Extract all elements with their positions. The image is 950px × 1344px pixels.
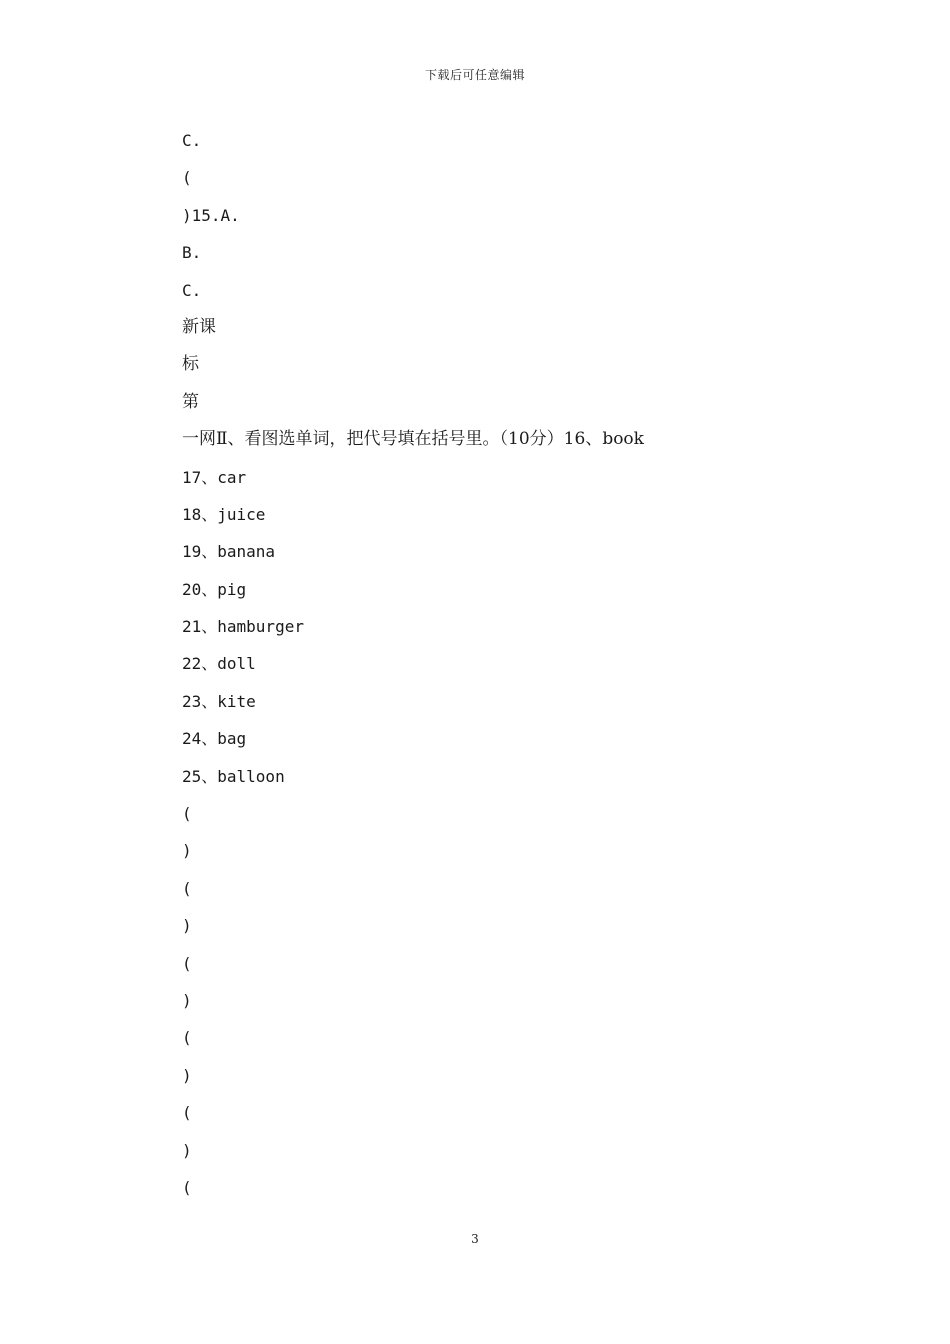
paren-close-line: ) [182,841,192,861]
vocab-item-20: 20、pig [182,579,247,599]
text-fragment-line: 标 [182,354,199,375]
text-fragment-line: 新课 [182,316,216,337]
vocab-item-22: 22、doll [182,654,256,674]
vocab-item-21: 21、hamburger [182,617,304,637]
paren-close-line: ) [182,1140,192,1160]
question-15-line: )15.A. [182,205,240,225]
page-number: 3 [471,1232,479,1246]
vocab-item-17: 17、car [182,467,247,487]
paren-close-line: ) [182,916,192,936]
paren-close-line: ) [182,990,192,1010]
paren-open-line: ( [182,1177,192,1197]
paren-open-line: ( [182,878,192,898]
document-body [182,122,822,1206]
paren-open-line: ( [182,1028,192,1048]
vocab-item-24: 24、bag [182,729,247,749]
paren-close-line: ) [182,1065,192,1085]
section-heading-line: 一网Ⅱ、看图选单词，把代号填在括号里。（10分）16、book [182,429,644,450]
text-fragment-line: 第 [182,391,199,412]
vocab-item-19: 19、banana [182,542,276,562]
paren-open-line: ( [182,804,192,824]
option-c-line: C. [182,131,202,150]
paren-open-line: ( [182,953,192,973]
vocab-item-25: 25、balloon [182,766,285,786]
option-b-line: B. [182,243,202,263]
paren-open-line: ( [182,168,192,188]
option-c-line: C. [182,280,202,300]
paren-open-line: ( [182,1103,192,1123]
vocab-item-18: 18、juice [182,504,266,524]
vocab-item-23: 23、kite [182,691,256,711]
page-header: 下载后可任意编辑 [424,68,525,82]
